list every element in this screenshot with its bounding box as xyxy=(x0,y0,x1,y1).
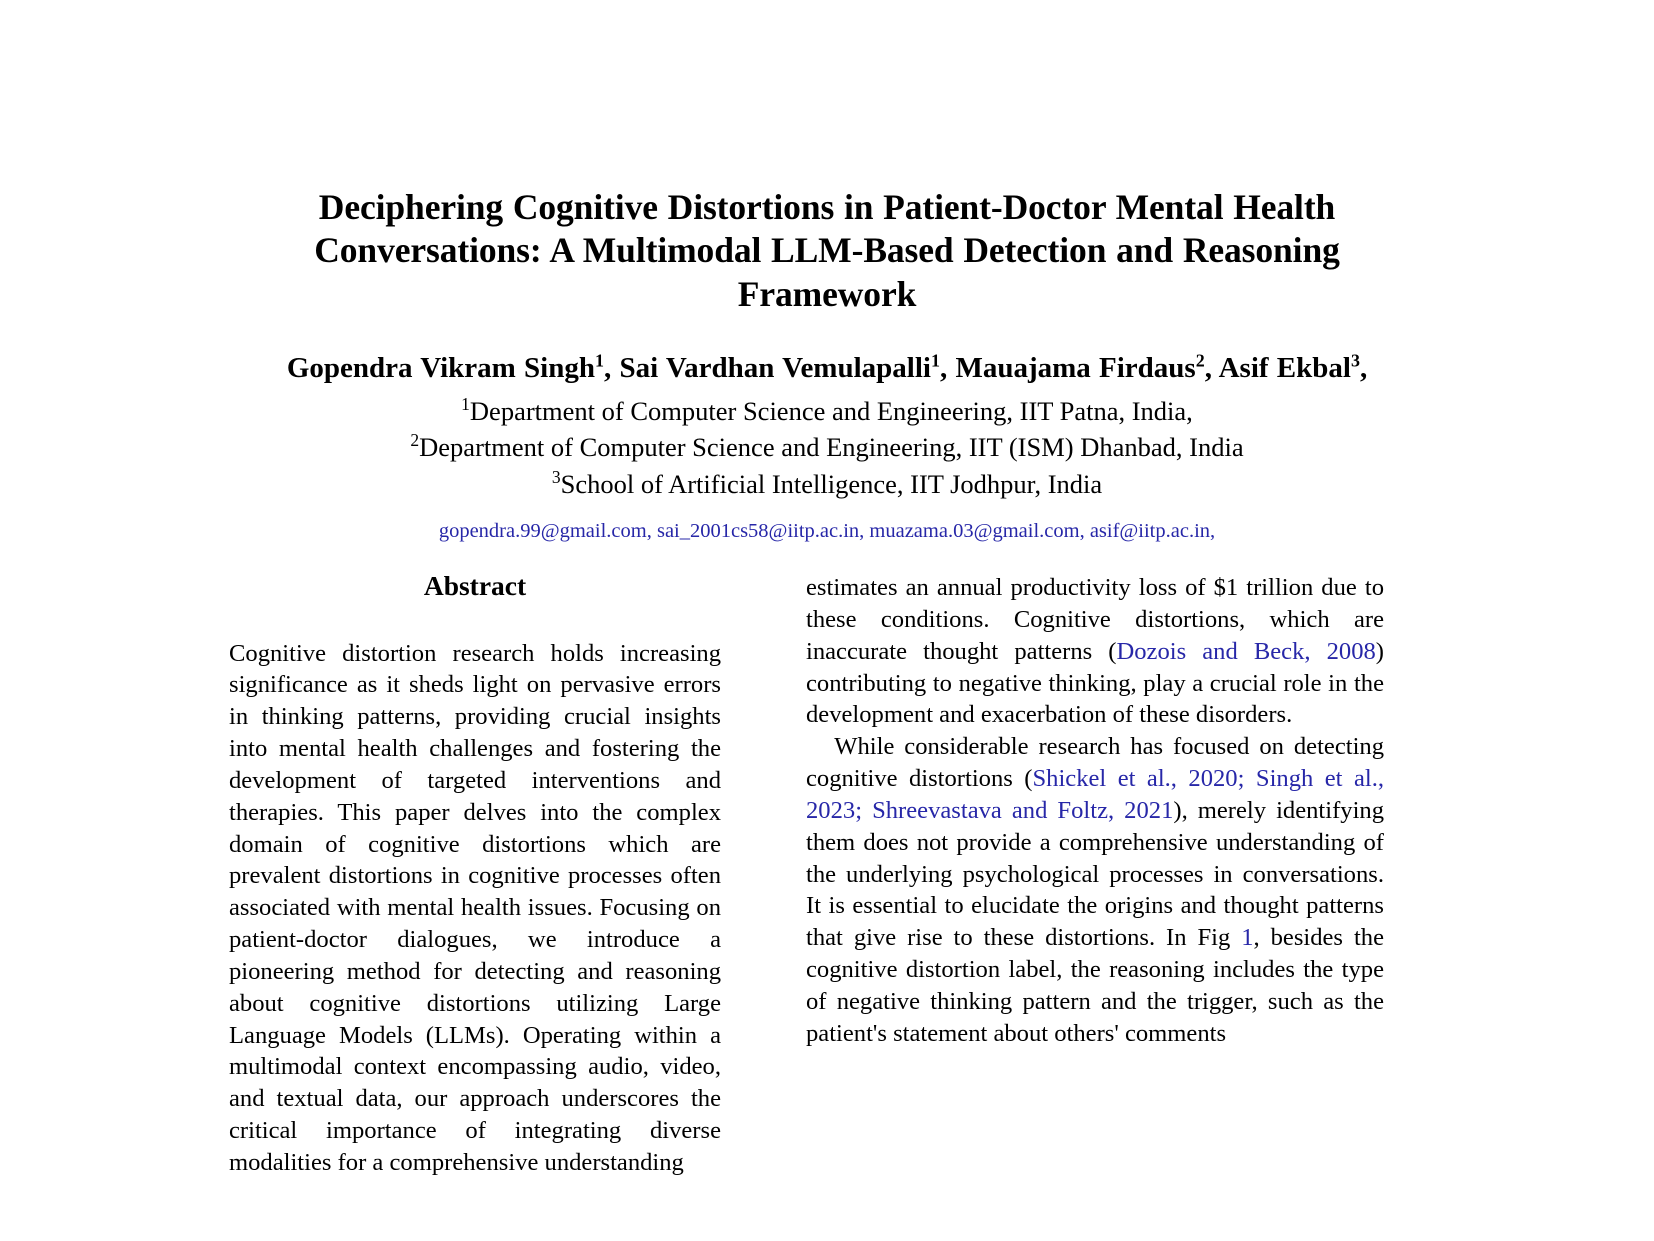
intro-p1-text-before-citation: estimates an annual productivity loss of $1 trillion due to these conditions. Cognitive distortions, which are inaccurate thought patterns ( xyxy=(806,574,1384,665)
author-list xyxy=(262,350,1392,387)
citation-link-dozois-beck-2008[interactable]: Dozois and Beck, 2008 xyxy=(1116,637,1376,665)
intro-paragraph-2 xyxy=(806,731,1384,1049)
author-emails[interactable]: gopendra.99@gmail.com, sai_2001cs58@iitp.ac.in, muazama.03@gmail.com, asif@iitp.ac.in, xyxy=(438,519,1216,542)
intro-paragraph-1 xyxy=(806,572,1384,731)
citation-link-shreevastava-foltz-2021[interactable]: Shreevastava and Foltz, 2021 xyxy=(872,796,1174,824)
author-affiliation-marker: 1 xyxy=(595,350,604,371)
affiliation-marker: 1 xyxy=(461,394,470,415)
citation-separator: ; xyxy=(855,796,873,824)
intro-p2-text-before-citations: While considerable research has focused on detecting cognitive distortions ( xyxy=(806,733,1384,793)
abstract-column xyxy=(229,572,721,1179)
affiliation-item xyxy=(262,466,1392,502)
intro-p2-text-after: , besides the cognitive distortion label, the reasoning includes the type of negative thinking pattern and the trigger, such as the patient's statement about others' comments xyxy=(806,924,1384,1047)
author-name: Sai Vardhan Vemulapalli xyxy=(619,351,931,384)
affiliation-marker: 3 xyxy=(551,466,561,487)
author-affiliation-marker: 3 xyxy=(1350,350,1360,371)
intro-p2-text-middle: ), merely identifying them does not provide a comprehensive understanding of the underlying psychological processes in conversations. It is essential to elucidate the origins and thought patterns that give rise to these distortions. In Fig xyxy=(806,796,1385,952)
figure-reference-link-1[interactable]: 1 xyxy=(1241,924,1254,952)
author-name: Asif Ekbal xyxy=(1218,351,1351,384)
two-column-body xyxy=(0,572,1654,1241)
author-separator: , xyxy=(1359,351,1368,384)
author-entry xyxy=(1219,352,1360,384)
author-entry xyxy=(619,352,939,384)
author-entry xyxy=(955,352,1204,384)
affiliation-item xyxy=(262,429,1392,465)
citation-link-singh-2023[interactable]: Singh et al., 2023 xyxy=(806,765,1385,824)
author-name: Gopendra Vikram Singh xyxy=(286,351,595,384)
author-affiliation-marker: 1 xyxy=(930,350,940,371)
page-title: Deciphering Cognitive Distortions in Patient-Doctor Mental Health Conversations: A Multimodal LLM-Based Detection and Reasoning Framework xyxy=(314,187,1340,314)
author-entry xyxy=(287,352,604,384)
affiliation-text: School of Artificial Intelligence, IIT Jodhpur, India xyxy=(560,468,1103,499)
introduction-column xyxy=(806,572,1384,1050)
affiliation-marker: 2 xyxy=(410,430,420,451)
author-separator: , xyxy=(939,351,956,384)
abstract-body: Cognitive distortion research holds increasing significance as it sheds light on pervasive errors in thinking patterns, providing crucial insights into mental health challenges and fostering the development of targeted interventions and therapies. This paper delves into the complex domain of cognitive distortions which are prevalent distortions in cognitive processes often associated with mental health issues. Focusing on patient-doctor dialogues, we introduce a pioneering method for detecting and reasoning about cognitive distortions utilizing Large Language Models (LLMs). Operating within a multimodal context encompassing audio, video, and textual data, our approach underscores the critical importance of integrating diverse modalities for a comprehensive understanding xyxy=(229,639,721,1176)
intro-p1-text-after-citation: ) contributing to negative thinking, play a crucial role in the development and exacerbation of these disorders. xyxy=(806,637,1384,729)
affiliation-text: Department of Computer Science and Engineering, IIT (ISM) Dhanbad, India xyxy=(419,432,1244,463)
author-affiliation-marker: 2 xyxy=(1195,350,1205,371)
paper-header xyxy=(262,0,1392,545)
author-separator: , xyxy=(1204,351,1219,384)
affiliation-item xyxy=(262,393,1392,429)
citation-link-shickel-2020[interactable]: Shickel et al., 2020 xyxy=(1032,765,1238,793)
affiliation-list xyxy=(262,393,1392,502)
author-separator: , xyxy=(603,351,620,384)
affiliation-text: Department of Computer Science and Engineering, IIT Patna, India, xyxy=(469,396,1193,426)
citation-separator: ; xyxy=(1237,765,1256,793)
author-name: Mauajama Firdaus xyxy=(955,351,1196,384)
abstract-heading: Abstract xyxy=(423,572,527,601)
